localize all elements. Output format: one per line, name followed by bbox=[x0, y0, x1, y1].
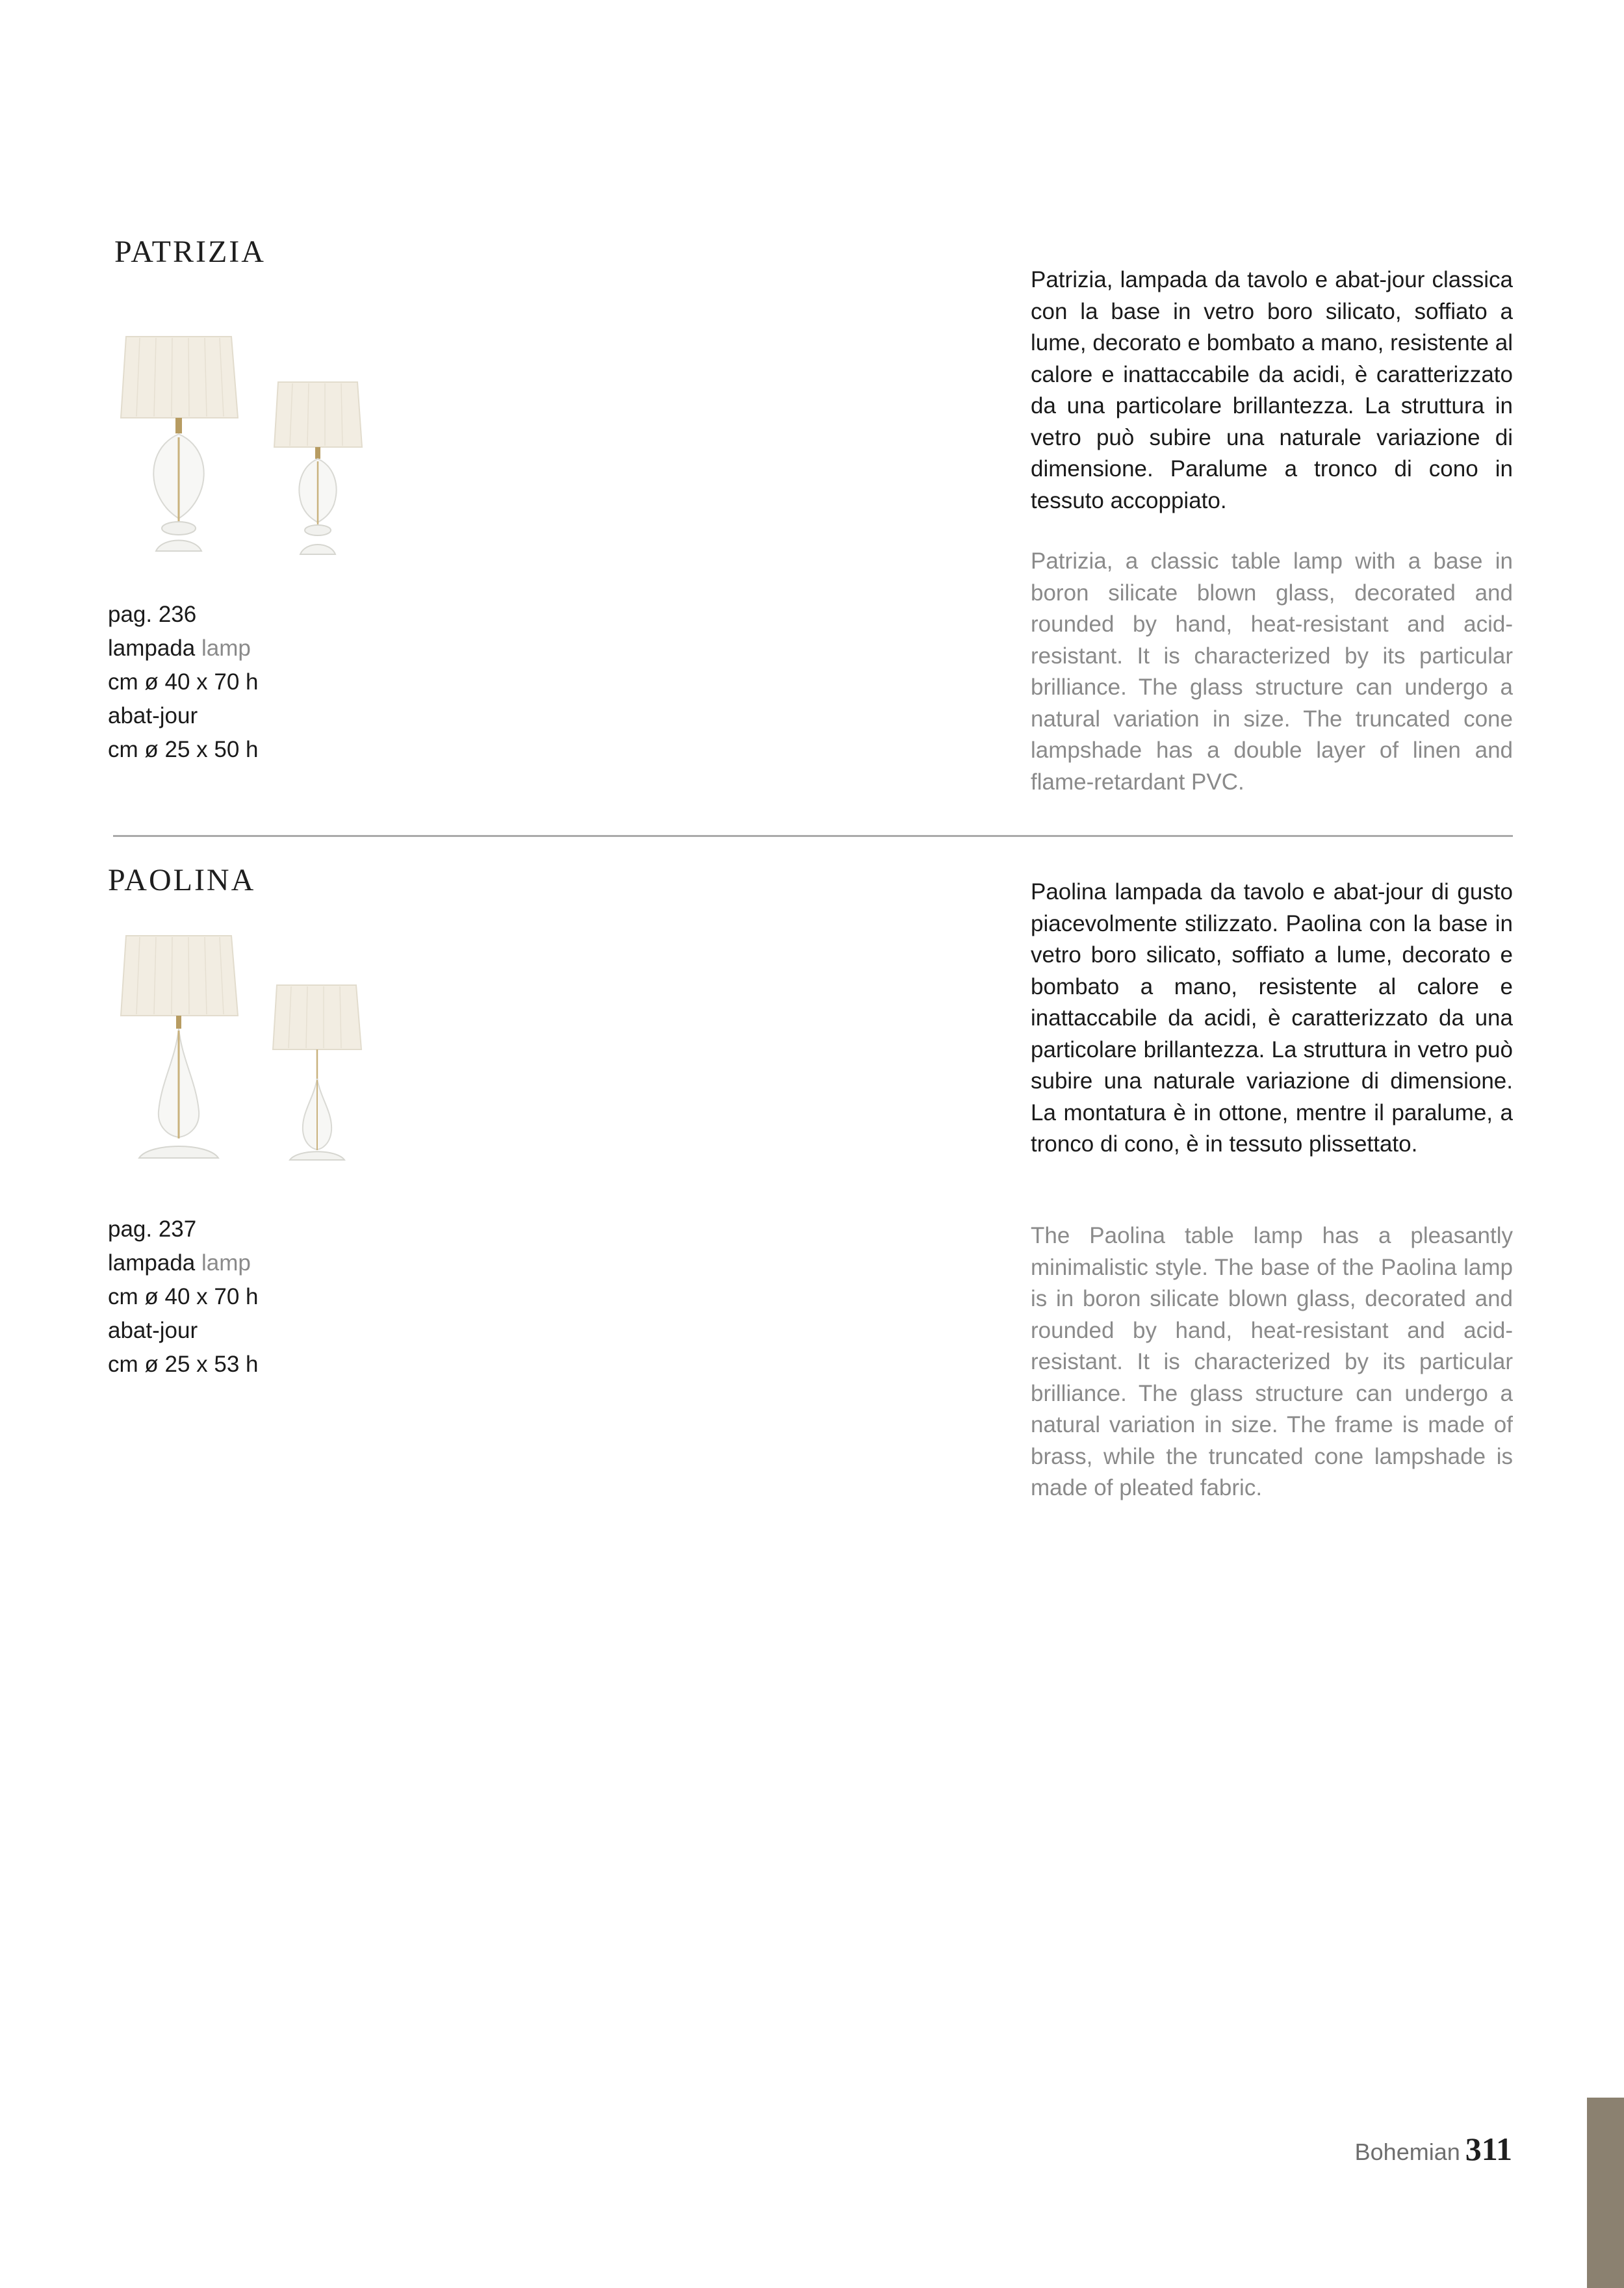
collection-name: Bohemian bbox=[1354, 2139, 1460, 2165]
paolina-specs bbox=[108, 1213, 258, 1382]
lamp-label: lampada bbox=[108, 1250, 196, 1276]
patrizia-page-ref: pag. 236 bbox=[108, 602, 197, 627]
patrizia-specs bbox=[108, 598, 258, 767]
paolina-description-it: Paolina lampada da tavolo e abat-jour di gusto piacevolmente stilizzato. Paolina con la base in vetro boro silicato, soffiato a lume, decorato e bombato a mano, resistente al calore e inattaccabile da acidi, è caratterizzato da una particolare brillantezza. La struttura in vetro può subire una naturale variazione di dimensione. La montatura è in ottone, mentre il paralume, a tronco di cono, è in tessuto plissettato. bbox=[1031, 879, 1513, 1157]
page-footer bbox=[1355, 2130, 1512, 2168]
lamp-label-en: lamp bbox=[201, 636, 251, 661]
paolina-lamp-size: cm ø 40 x 70 h bbox=[108, 1284, 259, 1309]
paolina-table-lamp bbox=[121, 936, 238, 1158]
lamp-label: lampada bbox=[108, 636, 196, 661]
patrizia-lamp-line bbox=[108, 632, 258, 665]
paolina-lamp-image bbox=[110, 929, 383, 1163]
patrizia-abatjour bbox=[274, 382, 362, 554]
patrizia-description-it: Patrizia, lampada da tavolo e abat-jour classica con la base in vetro boro silicato, soffiato a lume, decorato e bombato a mano, resistente al calore e inattaccabile da acidi, è caratterizzato da una particolare brillantezza. La struttura in vetro può subire una naturale variazione di dimensione. Paralume a tronco di cono in tessuto accoppiato. bbox=[1031, 267, 1513, 513]
patrizia-table-lamp bbox=[121, 337, 238, 551]
product-title-patrizia: PATRIZIA bbox=[114, 235, 266, 269]
paolina-abatjour bbox=[273, 985, 361, 1160]
patrizia-description-en: Patrizia, a classic table lamp with a base in boron silicate blown glass, decorated and rounded by hand, heat-resistant and acid-resistant. It is characterized by its particular brilliance. The glass structure can undergo a natural variation in size. The truncated cone lampshade has a double layer of linen and flame-retardant PVC. bbox=[1031, 548, 1513, 795]
page-number: 311 bbox=[1465, 2131, 1512, 2167]
patrizia-abatjour-label: abat-jour bbox=[108, 703, 198, 728]
paolina-abatjour-size: cm ø 25 x 53 h bbox=[108, 1352, 259, 1377]
paolina-abatjour-label: abat-jour bbox=[108, 1318, 198, 1343]
paolina-description-en: The Paolina table lamp has a pleasantly minimalistic style. The base of the Paolina lamp is in boron silicate blown glass, decorated and rounded by hand, heat-resistant and acid-resistant. It is characterized by its particular brilliance. The glass structure can undergo a natural variation in size. The frame is made of brass, while the truncated cone lampshade is made of pleated fabric. bbox=[1031, 1223, 1513, 1500]
patrizia-lamp-size: cm ø 40 x 70 h bbox=[108, 669, 259, 695]
paolina-page-ref: pag. 237 bbox=[108, 1216, 197, 1242]
patrizia-abatjour-size: cm ø 25 x 50 h bbox=[108, 737, 259, 762]
product-title-paolina: PAOLINA bbox=[108, 863, 256, 897]
lamp-label-en: lamp bbox=[201, 1250, 251, 1276]
patrizia-lamp-image bbox=[110, 330, 383, 564]
paolina-lamp-line bbox=[108, 1246, 258, 1280]
section-tab bbox=[1587, 2098, 1624, 2288]
section-divider bbox=[113, 835, 1513, 837]
